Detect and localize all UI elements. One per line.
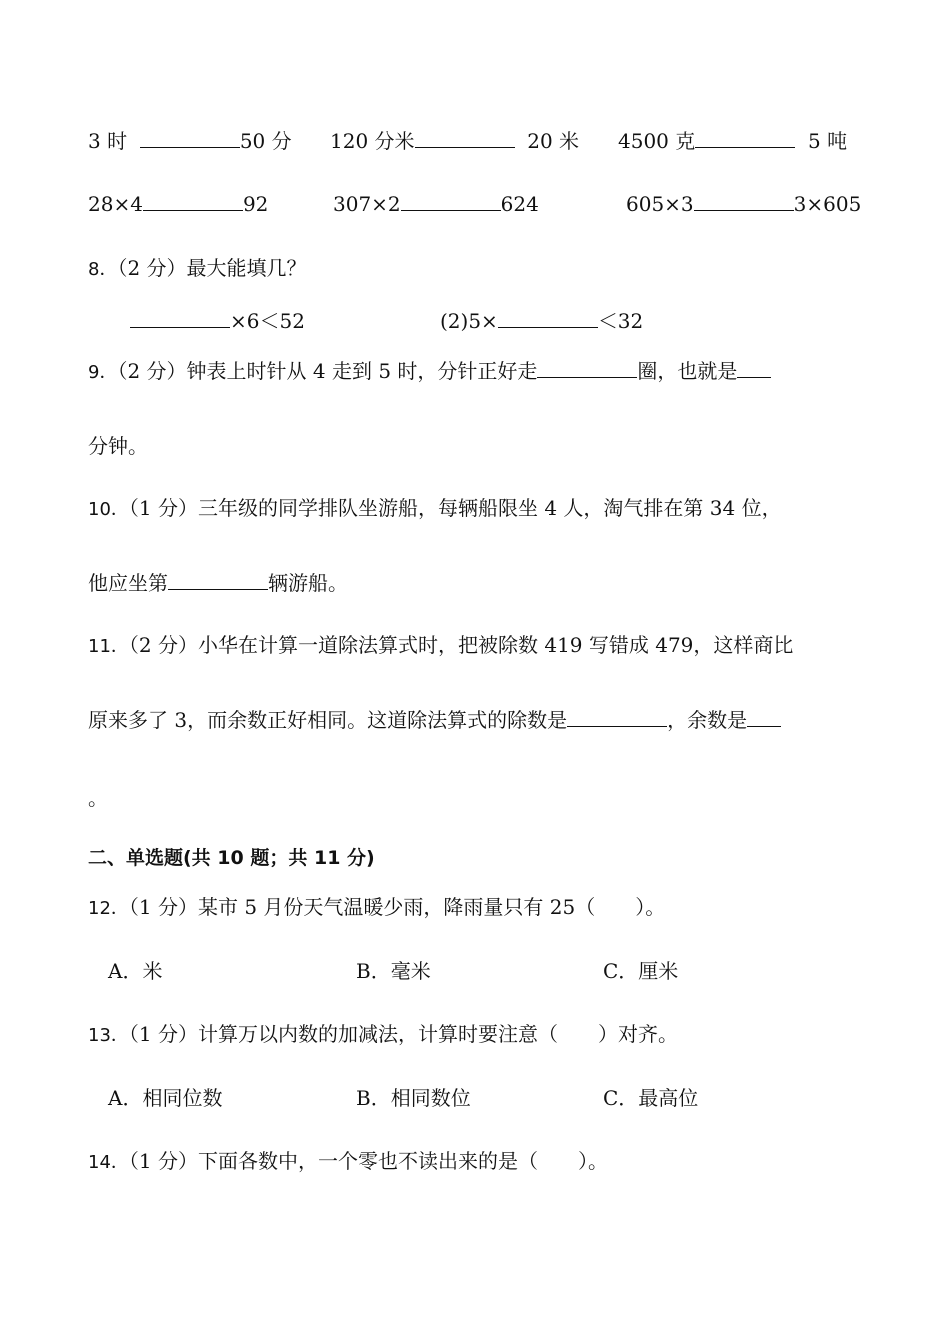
comparison-item: 120 分米 20 米 [330,129,580,153]
question-text: （2 分）小华在计算一道除法算式时，把被除数 419 写错成 479，这样商比 [128,633,794,657]
option-c[interactable]: C．厘米 [603,959,679,983]
question-number: 9． [88,362,118,383]
answer-blank[interactable] [415,127,515,148]
question-text: （2 分）最大能填几？ [117,256,307,280]
question-text: （1 分）某市 5 月份天气温暖少雨，降雨量只有 25（ ）。 [128,895,666,919]
question-number: 11． [88,636,129,657]
answer-blank[interactable] [140,127,240,148]
comparison-item: 4500 克 5 吨 [618,129,848,153]
answer-blank[interactable] [694,190,794,211]
q8-part-1: ×6＜52 [130,307,305,335]
comparison-item: 307×2 624 [333,192,539,216]
answer-blank[interactable] [130,307,230,328]
question-number: 8． [88,259,118,280]
question-9: 9．（2 分）钟表上时针从 4 走到 5 时，分针正好走 圈，也就是 [88,357,771,387]
option-b[interactable]: B．毫米 [356,959,431,983]
question-text: （2 分）钟表上时针从 4 走到 5 时，分针正好走 [117,359,538,383]
comparison-row-2 [0,190,950,218]
question-9-continued: 分钟。 [88,434,148,458]
question-12 [88,893,665,923]
q8-part-2: (2)5× ＜32 [440,309,644,333]
answer-blank[interactable] [567,706,667,727]
question-10-continued: 他应坐第 辆游船。 [88,571,348,595]
option-c[interactable]: C．最高位 [603,1086,699,1110]
answer-blank[interactable] [737,357,771,378]
answer-blank[interactable] [537,357,637,378]
comparison-item: 28×4 92 [88,192,269,216]
question-11-continued: 原来多了 3，而余数正好相同。这道除法算式的除数是 ，余数是 [88,706,781,734]
answer-blank[interactable] [168,569,268,590]
option-a[interactable]: A．米 [108,959,163,983]
question-text: （1 分）下面各数中，一个零也不读出来的是（ ）。 [128,1149,608,1173]
question-14 [88,1147,608,1177]
question-number: 14． [88,1152,129,1173]
answer-blank[interactable] [401,190,501,211]
question-number: 10． [88,499,129,520]
question-10 [88,494,782,524]
question-text: （1 分）计算万以内数的加减法，计算时要注意（ ）对齐。 [128,1022,678,1046]
question-11-end: 。 [88,786,108,810]
answer-blank[interactable] [695,127,795,148]
question-text: （1 分）三年级的同学排队坐游船，每辆船限坐 4 人，淘气排在第 34 位， [128,496,782,520]
answer-blank[interactable] [747,706,781,727]
question-13 [88,1020,678,1050]
question-number: 12． [88,898,129,919]
question-8 [88,254,307,284]
comparison-item: 3 时 50 分 [88,129,292,153]
option-b[interactable]: B．相同数位 [356,1086,471,1110]
question-number: 13． [88,1025,129,1046]
question-11 [88,631,793,661]
answer-blank[interactable] [498,307,598,328]
section-heading: 二、单选题(共 10 题；共 11 分) [88,847,375,869]
answer-blank[interactable] [143,190,243,211]
option-a[interactable]: A．相同位数 [108,1086,223,1110]
comparison-row-1 [0,127,950,155]
question-8-parts [0,307,950,335]
comparison-item: 605×3 3×605 [626,192,862,216]
